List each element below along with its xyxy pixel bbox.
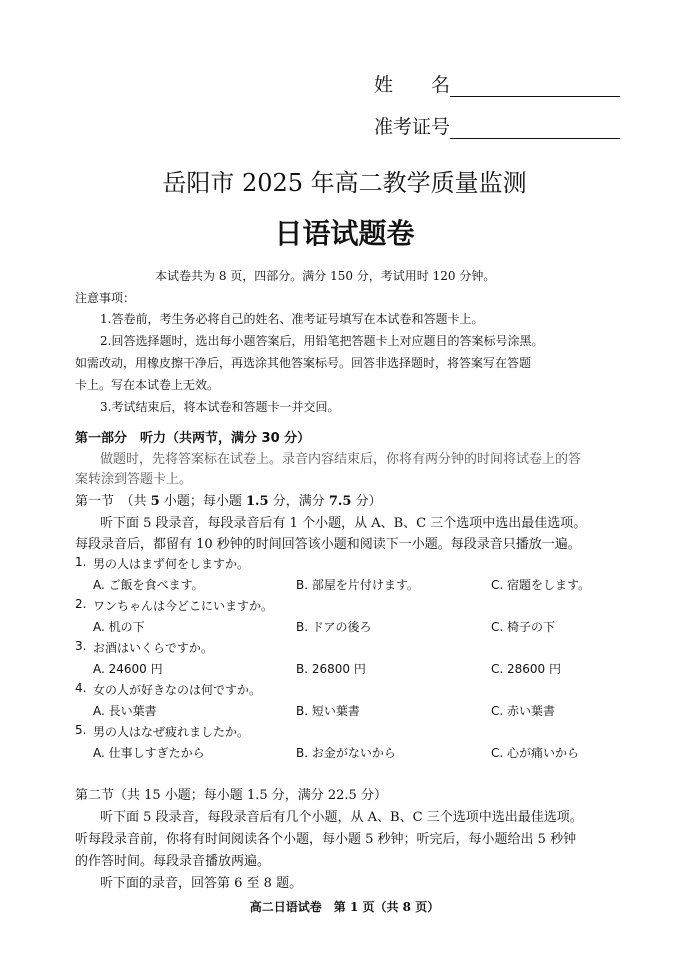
id-label: 准考证号	[374, 116, 451, 138]
question-number: 2.	[75, 597, 87, 611]
name-label: 姓 名	[374, 74, 451, 96]
option-a: A. 机の下	[93, 620, 145, 634]
section2-instruction: 听下面 5 段录音，每段录音后有几个小题，从 A、B、C 三个选项中选出最佳选项。	[100, 810, 583, 825]
notes-item: 如需改动，用橡皮擦干净后，再选涂其他答案标号。回答非选择题时，将答案写在答题	[75, 356, 532, 370]
part1-heading: 第一部分 听力（共两节，满分 30 分）	[75, 431, 311, 446]
name-field	[374, 70, 620, 97]
page-footer: 高二日语试卷 第 1 页（共 8 页）	[249, 900, 440, 914]
id-field	[374, 112, 620, 139]
option-c: C. 28600 円	[491, 662, 561, 676]
option-b: B. お金がないから	[296, 746, 396, 760]
question-text: 男の人はなぜ疲れましたか。	[93, 725, 250, 739]
option-c: C. 椅子の下	[491, 620, 556, 634]
exam-subtitle: 日语试题卷	[274, 217, 415, 250]
option-a: A. 仕事しすぎたから	[93, 746, 205, 760]
section2-instruction: 听每段录音前，你将有时间阅读各个小题，每小题 5 秒钟；听完后，每小题给出 5 秒钟	[75, 832, 577, 847]
option-a: A. 24600 円	[93, 662, 163, 676]
section1-heading: 第一节 （共 5 小题；每小题 1.5 分，满分 7.5 分）	[75, 494, 382, 509]
option-b: B. 短い葉書	[296, 704, 360, 718]
notes-heading: 注意事项：	[75, 291, 136, 305]
option-b: B. 部屋を片付けます。	[296, 578, 419, 592]
part1-instruction: 做题时，先将答案标在试卷上。录音内容结束后，你将有两分钟的时间将试卷上的答	[100, 452, 582, 467]
question-number: 4.	[75, 681, 87, 695]
section1-instruction: 听下面 5 段录音，每段录音后有 1 个小题，从 A、B、C 三个选项中选出最佳选项。	[100, 516, 587, 531]
question-number: 1.	[75, 555, 87, 569]
question-number: 5.	[75, 723, 87, 737]
section1-instruction: 每段录音后，都留有 10 秒钟的时间回答该小题和阅读下一小题。每段录音只播放一遍。	[75, 537, 581, 552]
option-b: B. ドアの後ろ	[296, 620, 372, 634]
id-blank-line	[450, 118, 620, 139]
question-text: 男の人はまず何をしますか。	[93, 557, 250, 571]
option-c: C. 赤い葉書	[491, 704, 556, 718]
name-blank-line	[450, 76, 620, 97]
question-text: お酒はいくらですか。	[93, 641, 213, 655]
notes-item: 卡上。写在本试卷上无效。	[75, 378, 220, 392]
option-a: A. 長い葉書	[93, 704, 157, 718]
section2-instruction: 的作答时间。每段录音播放两遍。	[75, 854, 271, 869]
question-number: 3.	[75, 639, 87, 653]
exam-title: 岳阳市 2025 年高二教学质量监测	[162, 169, 527, 197]
notes-item: 1.答卷前，考生务必将自己的姓名、准考证号填写在本试卷和答题卡上。	[100, 312, 484, 326]
section2-heading: 第二节（共 15 小题；每小题 1.5 分，满分 22.5 分）	[75, 788, 387, 803]
option-a: A. ご飯を食べます。	[93, 578, 204, 592]
notes-item: 2.回答选择题时，选出每小题答案后，用铅笔把答题卡上对应题目的答案标号涂黑。	[100, 334, 544, 348]
intro-text: 本试卷共为 8 页，四部分。满分 150 分，考试用时 120 分钟。	[155, 269, 496, 283]
option-b: B. 26800 円	[296, 662, 366, 676]
part1-instruction: 案转涂到答题卡上。	[75, 472, 193, 487]
notes-item: 3.考试结束后，将本试卷和答题卡一并交回。	[100, 400, 340, 414]
section2-instruction: 听下面的录音，回答第 6 至 8 题。	[100, 876, 303, 891]
option-c: C. 心が痛いから	[491, 746, 580, 760]
question-text: ワンちゃんは今どこにいますか。	[93, 599, 274, 613]
option-c: C. 宿題をします。	[491, 578, 591, 592]
question-text: 女の人が好きなのは何ですか。	[93, 683, 262, 697]
